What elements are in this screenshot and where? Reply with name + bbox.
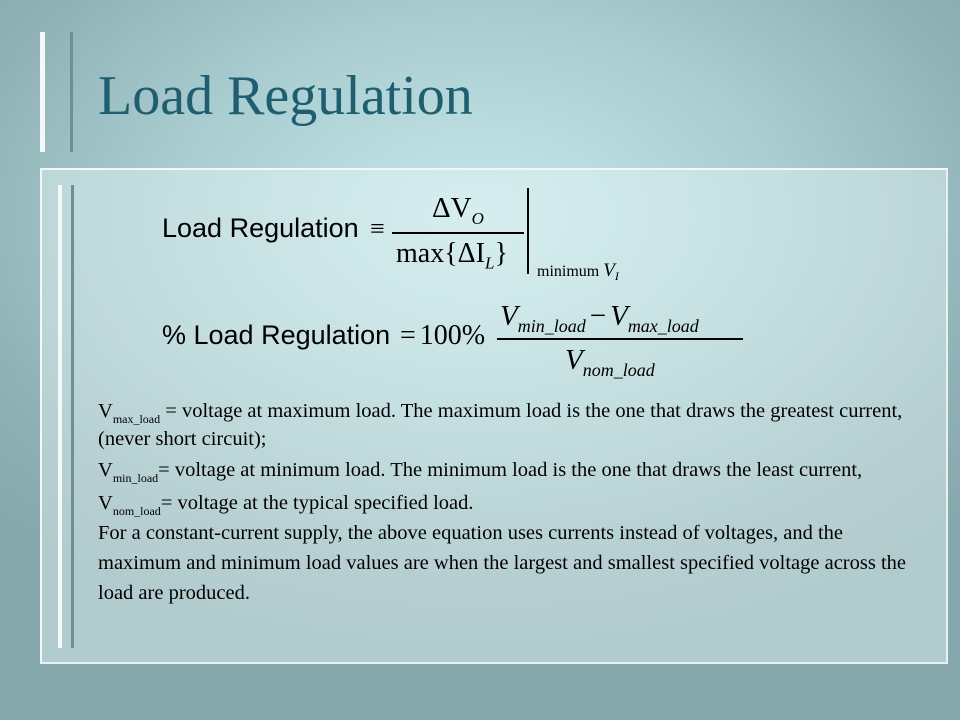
title-accent-bar	[40, 32, 73, 152]
definition-max-load: $V_{max\_load}$ = voltage at maximum load. The maximum load is the one that draws the greatest current,(never short circuit);	[98, 400, 903, 450]
formula1-numerator: $\Delta V_O$	[432, 192, 484, 228]
definitions-block	[98, 398, 908, 613]
formula1-equiv: ≡	[370, 214, 385, 243]
formula2-lhs: % Load Regulation	[162, 320, 391, 350]
panel-accent-bar	[58, 185, 74, 648]
constant-current-note: For a constant-current supply, the above equation uses currents instead of voltages, and the maximum and minimum load values are when the largest and smallest specified voltage across the load are produced.	[98, 522, 907, 604]
formula1-lhs: Load Regulation	[162, 213, 359, 243]
formula1-denominator: $\max\{\Delta I_L\}$	[396, 238, 508, 273]
slide-title: Load Regulation	[98, 65, 473, 127]
formula2-fraction-bar	[497, 338, 743, 340]
definition-min-load: $V_{min\_load}=$ voltage at minimum load. The minimum load is the one that draws the least current,	[98, 459, 863, 485]
formula2-numerator: $V_{min\_load} - V_{max\_load}$	[500, 300, 699, 336]
formula2-denominator: $V_{nom\_load}$	[565, 344, 655, 380]
formula1-fraction-bar	[392, 232, 524, 234]
formula1-evaluation-bar	[527, 188, 529, 274]
definition-nom-load: $V_{nom\_load}=$ voltage at the typical specified load.	[98, 492, 474, 518]
formula2-equals: = 100%	[400, 320, 486, 351]
formula1-evaluation: minimum $V_I$	[537, 260, 619, 284]
